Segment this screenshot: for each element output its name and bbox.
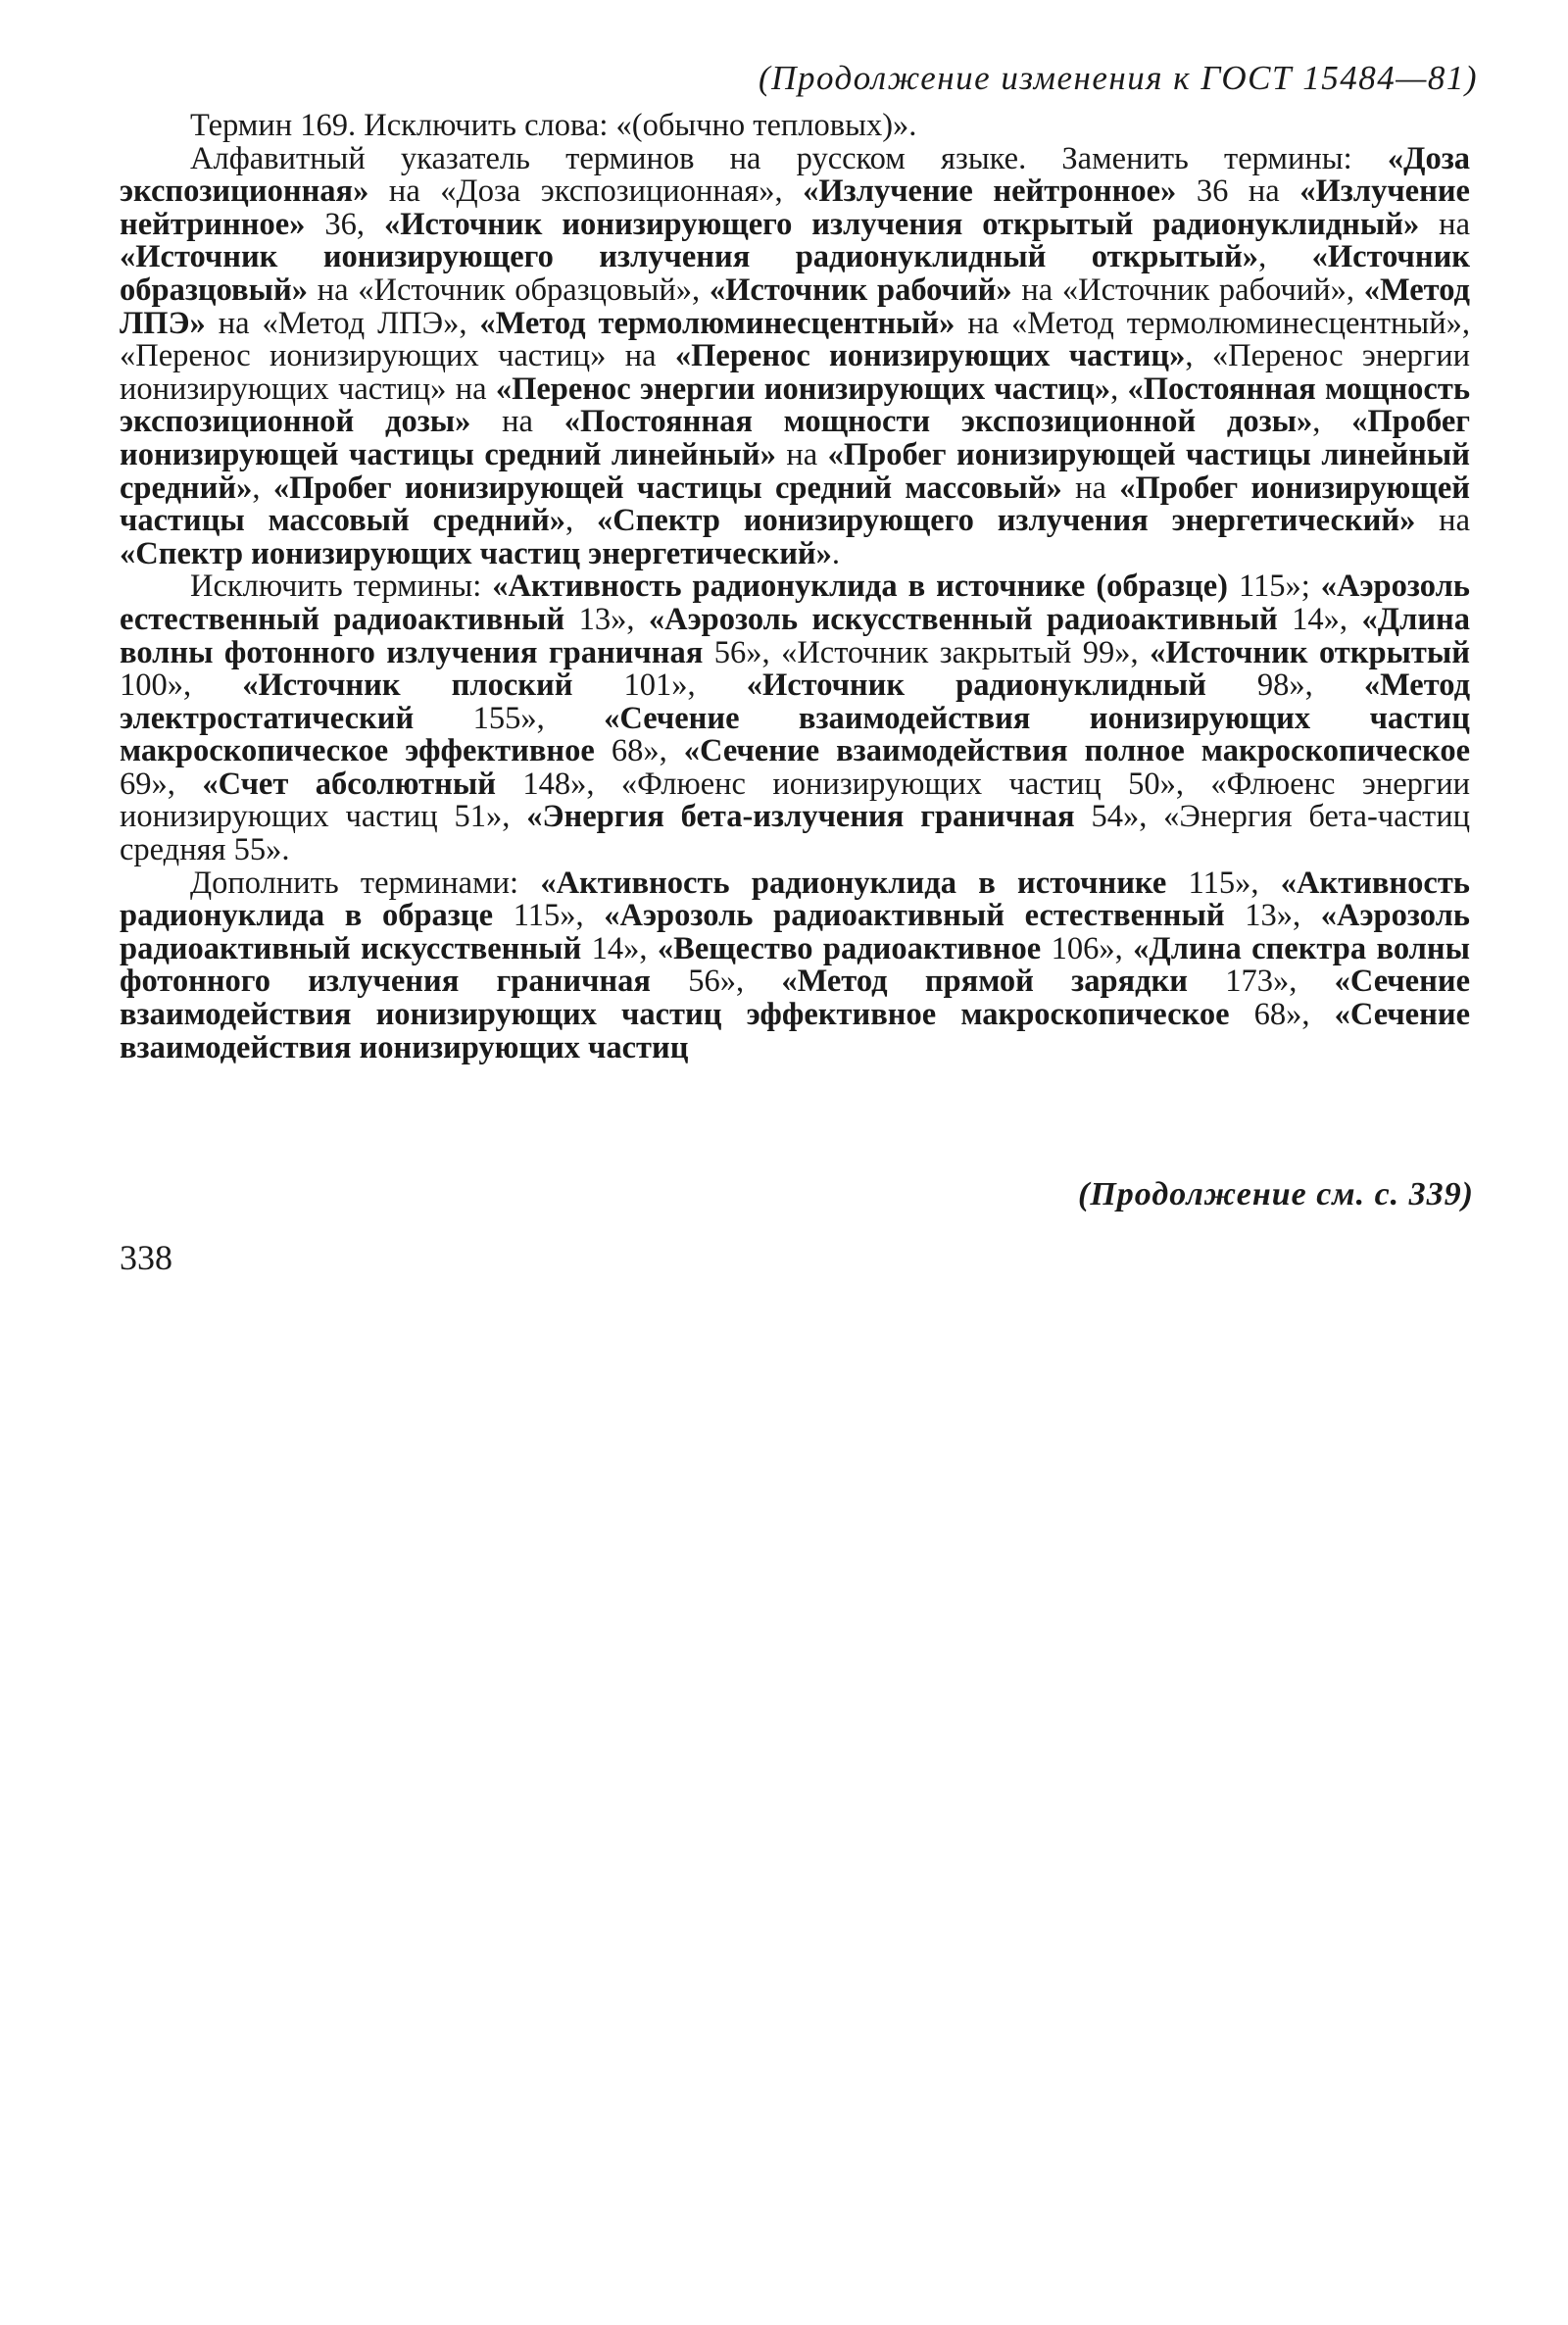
text-span: ,: [1110, 371, 1128, 407]
bold-term: «Постоянная мощности экспозиционной дозы»: [564, 404, 1313, 440]
text-span: 101»,: [572, 668, 747, 704]
text-span: ,: [1258, 239, 1312, 275]
text-span: , «Перенос энергии ионизирующих частиц» на: [120, 338, 1470, 407]
bold-term: «Сечение взаимодействия ионизирующих частиц: [120, 997, 1470, 1065]
bold-term: «Пробег ионизирующей частицы линейный средний»: [120, 436, 1470, 506]
bold-term: «Постоянная мощность экспозиционной дозы»: [120, 371, 1470, 440]
bold-term: «Источник рабочий»: [709, 272, 1012, 308]
text-span: на: [1415, 503, 1470, 539]
text-span: 69»,: [120, 766, 203, 802]
text-span: на «Метод ЛПЭ»,: [205, 305, 480, 341]
text-span: ,: [1312, 404, 1352, 440]
bold-term: «Сечение взаимодействия полное макроскопическое: [683, 733, 1470, 769]
text-span: Дополнить терминами:: [190, 865, 541, 901]
bold-term: «Счет абсолютный: [202, 766, 496, 802]
text-span: на: [1419, 206, 1470, 242]
bold-term: «Сечение взаимодействия ионизирующих частиц макроскопическое эффективное: [120, 700, 1470, 769]
bold-term: «Активность радионуклида в источнике: [540, 865, 1167, 901]
bold-term: «Активность радионуклида в источнике (образце): [492, 569, 1228, 605]
continuation-note: (Продолжение см. с. 339): [1078, 1176, 1474, 1212]
text-span: 100»,: [120, 668, 243, 704]
bold-term: «Спектр ионизирующего излучения энергетический»: [596, 503, 1416, 539]
text-span: 56»,: [650, 964, 782, 1000]
text-span: 13»,: [1224, 898, 1321, 934]
bold-term: «Источник ионизирующего излучения радионуклидный открытый»: [120, 239, 1259, 275]
bold-term: «Перенос энергии ионизирующих частиц»: [495, 371, 1111, 407]
page-number: 338: [120, 1238, 172, 1277]
bold-term: «Метод термолюминесцентный»: [479, 305, 956, 341]
bold-term: «Аэрозоль радиоактивный искусственный: [120, 898, 1470, 966]
bold-term: «Сечение взаимодействия ионизирующих частиц эффективное макроскопическое: [120, 964, 1470, 1033]
bold-term: «Вещество радиоактивное: [657, 930, 1042, 966]
text-span: Исключить термины:: [190, 569, 493, 605]
bold-term: «Пробег ионизирующей частицы средний линейный»: [120, 404, 1470, 472]
bold-term: «Источник образцовый»: [120, 239, 1471, 308]
bold-term: «Аэрозоль естественный радиоактивный: [120, 569, 1470, 637]
text-span: на «Источник рабочий»,: [1011, 272, 1364, 308]
bold-term: «Перенос ионизирующих частиц»: [674, 338, 1186, 374]
bold-term: «Источник открытый: [1150, 634, 1470, 670]
text-span: ,: [252, 470, 273, 506]
bold-term: «Излучение нейтронное»: [803, 173, 1177, 210]
text-span: 173»,: [1188, 964, 1335, 1000]
text-span: 155»,: [414, 700, 605, 736]
bold-term: «Излучение нейтринное»: [120, 173, 1470, 242]
text-span: Алфавитный указатель терминов на русском языке. Заменить термины:: [190, 140, 1388, 176]
text-span: 115»,: [1166, 865, 1281, 901]
bold-term: «Источник радионуклидный: [746, 668, 1206, 704]
bold-term: «Длина волны фотонного излучения граничная: [120, 601, 1471, 670]
text-span: .: [831, 535, 841, 571]
text-span: на «Источник образцовый»,: [307, 272, 710, 308]
document-body: [120, 110, 1470, 1064]
text-span: на «Метод термолюминесцентный», «Перенос ионизирующих частиц» на: [120, 305, 1470, 374]
text-span: 115»,: [493, 898, 605, 934]
bold-term: «Аэрозоль искусственный радиоактивный: [648, 601, 1278, 637]
text-span: 56», «Источник закрытый 99»,: [703, 634, 1151, 670]
bold-term: «Спектр ионизирующих частиц энергетический»: [120, 535, 832, 571]
paragraph-replace-terms: [120, 140, 1471, 571]
text-span: на: [775, 436, 828, 472]
bold-term: «Пробег ионизирующей частицы средний массовый»: [272, 470, 1062, 506]
text-span: на: [1061, 470, 1120, 506]
paragraph-add-terms: [120, 867, 1470, 1065]
text-span: 68»,: [594, 733, 684, 769]
text-span: ,: [564, 503, 597, 539]
text-span: на «Доза экспозиционная»,: [368, 173, 804, 210]
bold-term: «Метод прямой зарядки: [781, 964, 1188, 1000]
bold-term: «Метод электростатический: [120, 668, 1471, 736]
bold-term: «Аэрозоль радиоактивный естественный: [604, 898, 1225, 934]
text-span: 14»,: [581, 930, 658, 966]
page-header: (Продолжение изменения к ГОСТ 15484—81): [759, 59, 1478, 97]
bold-term: «Энергия бета-излучения граничная: [526, 799, 1075, 835]
text-span: 98»,: [1205, 668, 1364, 704]
text-span: 106»,: [1041, 930, 1134, 966]
text-span: 115»;: [1228, 569, 1321, 605]
bold-term: «Пробег ионизирующей частицы массовый средний»: [120, 470, 1470, 539]
bold-term: «Источник ионизирующего излучения открытый радионуклидный»: [383, 206, 1420, 242]
text-span: на: [470, 404, 564, 440]
bold-term: «Метод ЛПЭ»: [120, 272, 1470, 341]
paragraph-term-169: Термин 169. Исключить слова: «(обычно тепловых)».: [190, 108, 917, 143]
text-span: 54», «Энергия бета-частиц средняя 55».: [120, 799, 1470, 868]
bold-term: «Источник плоский: [242, 668, 573, 704]
text-span: 68»,: [1229, 997, 1335, 1033]
text-span: 36 на: [1176, 173, 1300, 210]
bold-term: «Длина спектра волны фотонного излучения граничная: [120, 930, 1470, 1000]
text-span: 13»,: [564, 601, 649, 637]
text-span: 14»,: [1277, 601, 1362, 637]
bold-term: «Доза экспозиционная»: [120, 140, 1470, 210]
paragraph-exclude-terms: [120, 570, 1470, 866]
text-span: 148», «Флюенс ионизирующих частиц 50», «Флюенс энергии ионизирующих частиц 51»,: [120, 766, 1471, 835]
bold-term: «Активность радионуклида в образце: [120, 865, 1470, 934]
text-span: 36,: [305, 206, 384, 242]
